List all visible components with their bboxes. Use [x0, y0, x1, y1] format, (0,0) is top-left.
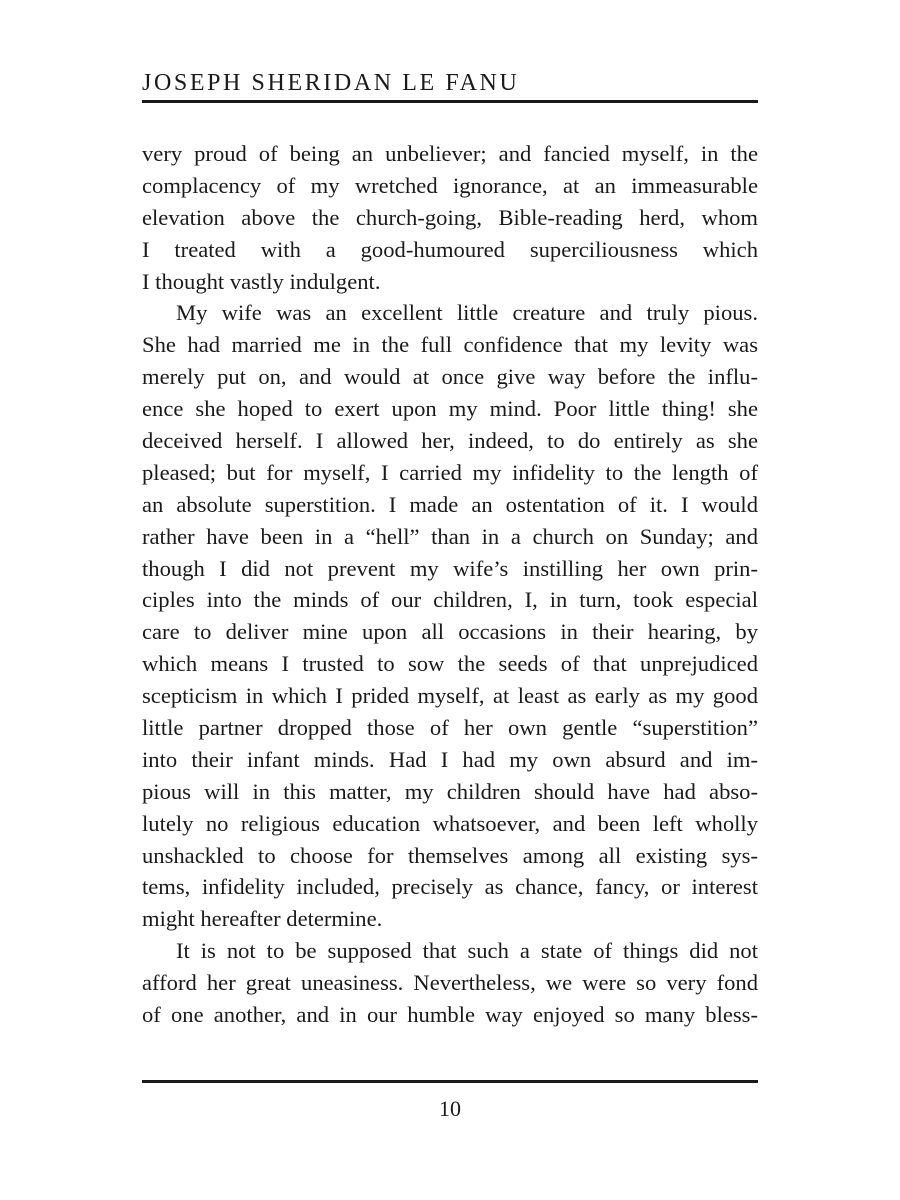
- text-line: afford her great uneasiness. Nevertheless, we were so very fond: [142, 970, 758, 996]
- paragraph-end-line: I thought vastly indulgent.: [142, 268, 381, 294]
- page-number: 10: [439, 1096, 461, 1121]
- running-head: JOSEPH SHERIDAN LE FANU: [142, 70, 520, 96]
- text-line: deceived herself. I allowed her, indeed, to do entirely as she: [142, 428, 758, 454]
- text-line: little partner dropped those of her own gentle “superstition”: [142, 715, 758, 741]
- text-line: an absolute superstition. I made an ostentation of it. I would: [142, 491, 758, 517]
- paragraph-start-line: It is not to be supposed that such a state of things did not: [176, 938, 758, 964]
- footer-rule: [142, 1080, 758, 1083]
- text-line: merely put on, and would at once give way before the influ-: [142, 364, 758, 390]
- text-line: ciples into the minds of our children, I, in turn, took especial: [142, 587, 758, 613]
- text-line: ence she hoped to exert upon my mind. Poor little thing! she: [142, 396, 758, 422]
- paragraph-start-line: My wife was an excellent little creature and truly pious.: [176, 300, 758, 326]
- text-line: She had married me in the full confidence that my levity was: [142, 332, 758, 358]
- page-body: [142, 138, 758, 1031]
- text-line: pious will in this matter, my children should have had abso-: [142, 778, 758, 804]
- text-line: lutely no religious education whatsoever, and been left wholly: [142, 810, 758, 836]
- text-line: I treated with a good-humoured superciliousness which: [142, 236, 758, 262]
- text-line: rather have been in a “hell” than in a church on Sunday; and: [142, 523, 758, 549]
- paragraph-end-line: might hereafter determine.: [142, 906, 383, 932]
- text-line: pleased; but for myself, I carried my infidelity to the length of: [142, 459, 758, 485]
- header-rule: [142, 100, 758, 103]
- text-line: into their infant minds. Had I had my own absurd and im-: [142, 746, 758, 772]
- text-line: unshackled to choose for themselves among all existing sys-: [142, 842, 758, 868]
- text-line: tems, infidelity included, precisely as chance, fancy, or interest: [142, 874, 758, 900]
- text-line: complacency of my wretched ignorance, at an immeasurable: [142, 172, 758, 198]
- text-line: elevation above the church-going, Bible-reading herd, whom: [142, 204, 758, 230]
- text-line: care to deliver mine upon all occasions in their hearing, by: [142, 619, 758, 645]
- text-line: scepticism in which I prided myself, at least as early as my good: [142, 683, 758, 709]
- text-line: which means I trusted to sow the seeds of that unprejudiced: [142, 651, 758, 677]
- text-line: though I did not prevent my wife’s instilling her own prin-: [142, 555, 758, 581]
- text-line: of one another, and in our humble way enjoyed so many bless-: [142, 1002, 758, 1028]
- text-line: very proud of being an unbeliever; and fancied myself, in the: [142, 141, 758, 166]
